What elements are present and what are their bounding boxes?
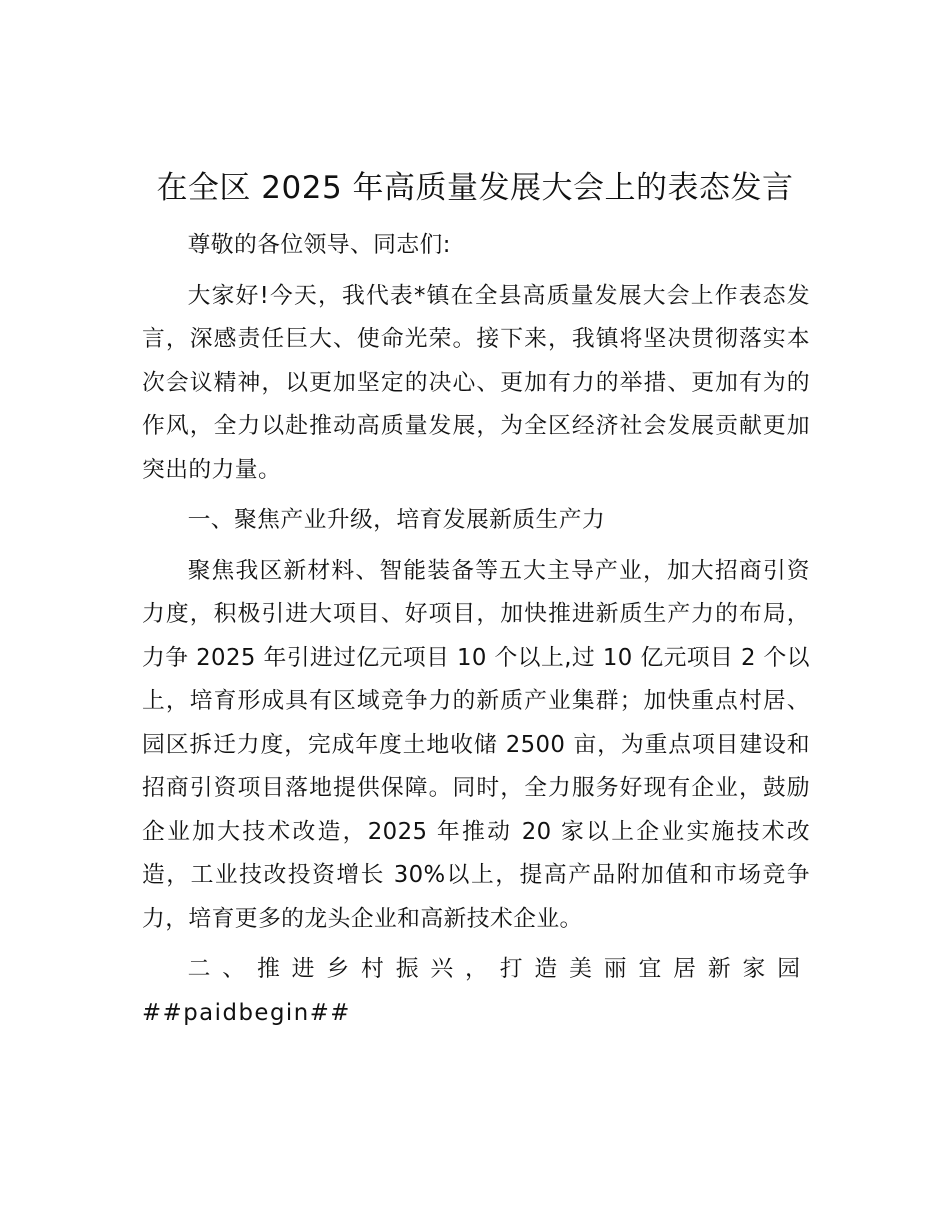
paid-begin-marker: ##paidbegin## <box>142 999 351 1026</box>
salutation: 尊敬的各位领导、同志们: <box>187 232 451 258</box>
document-body <box>142 224 810 1042</box>
section-2-heading: 二、推进乡村振兴，打造美丽宜居新家园 <box>187 956 810 982</box>
intro-paragraph: 大家好!今天，我代表*镇在全县高质量发展大会上作表态发言，深感责任巨大、使命光荣。接下来，我镇将坚决贯彻落实本次会议精神，以更加坚定的决心、更加有力的举措、更加有为的作风，全力以赴推动高质量发展，为全区经济社会发展贡献更加突出的力量。 <box>142 282 810 483</box>
section-1-paragraph: 聚焦我区新材料、智能装备等五大主导产业，加大招商引资力度，积极引进大项目、好项目，加快推进新质生产力的布局，力争 2025 年引进过亿元项目 10 个以上,过 10 亿元项目 2 个以上，培育形成具有区域竞争力的新质产业集群；加快重点村居、园区拆迁力度，完成年度土地收储 2500 亩，为重点项目建设和招商引资项目落地提供保障。同时，全力服务好现有企业，鼓励企业加大技术改造，2025 年推动 20 家以上企业实施技术改造，工业技改投资增长 30%以上，提高产品附加值和市场竞争力，培育更多的龙头企业和高新技术企业。 <box>142 557 810 932</box>
document-title: 在全区 2025 年高质量发展大会上的表态发言 <box>156 170 794 206</box>
section-1-heading: 一、聚焦产业升级，培育发展新质生产力 <box>187 507 606 533</box>
